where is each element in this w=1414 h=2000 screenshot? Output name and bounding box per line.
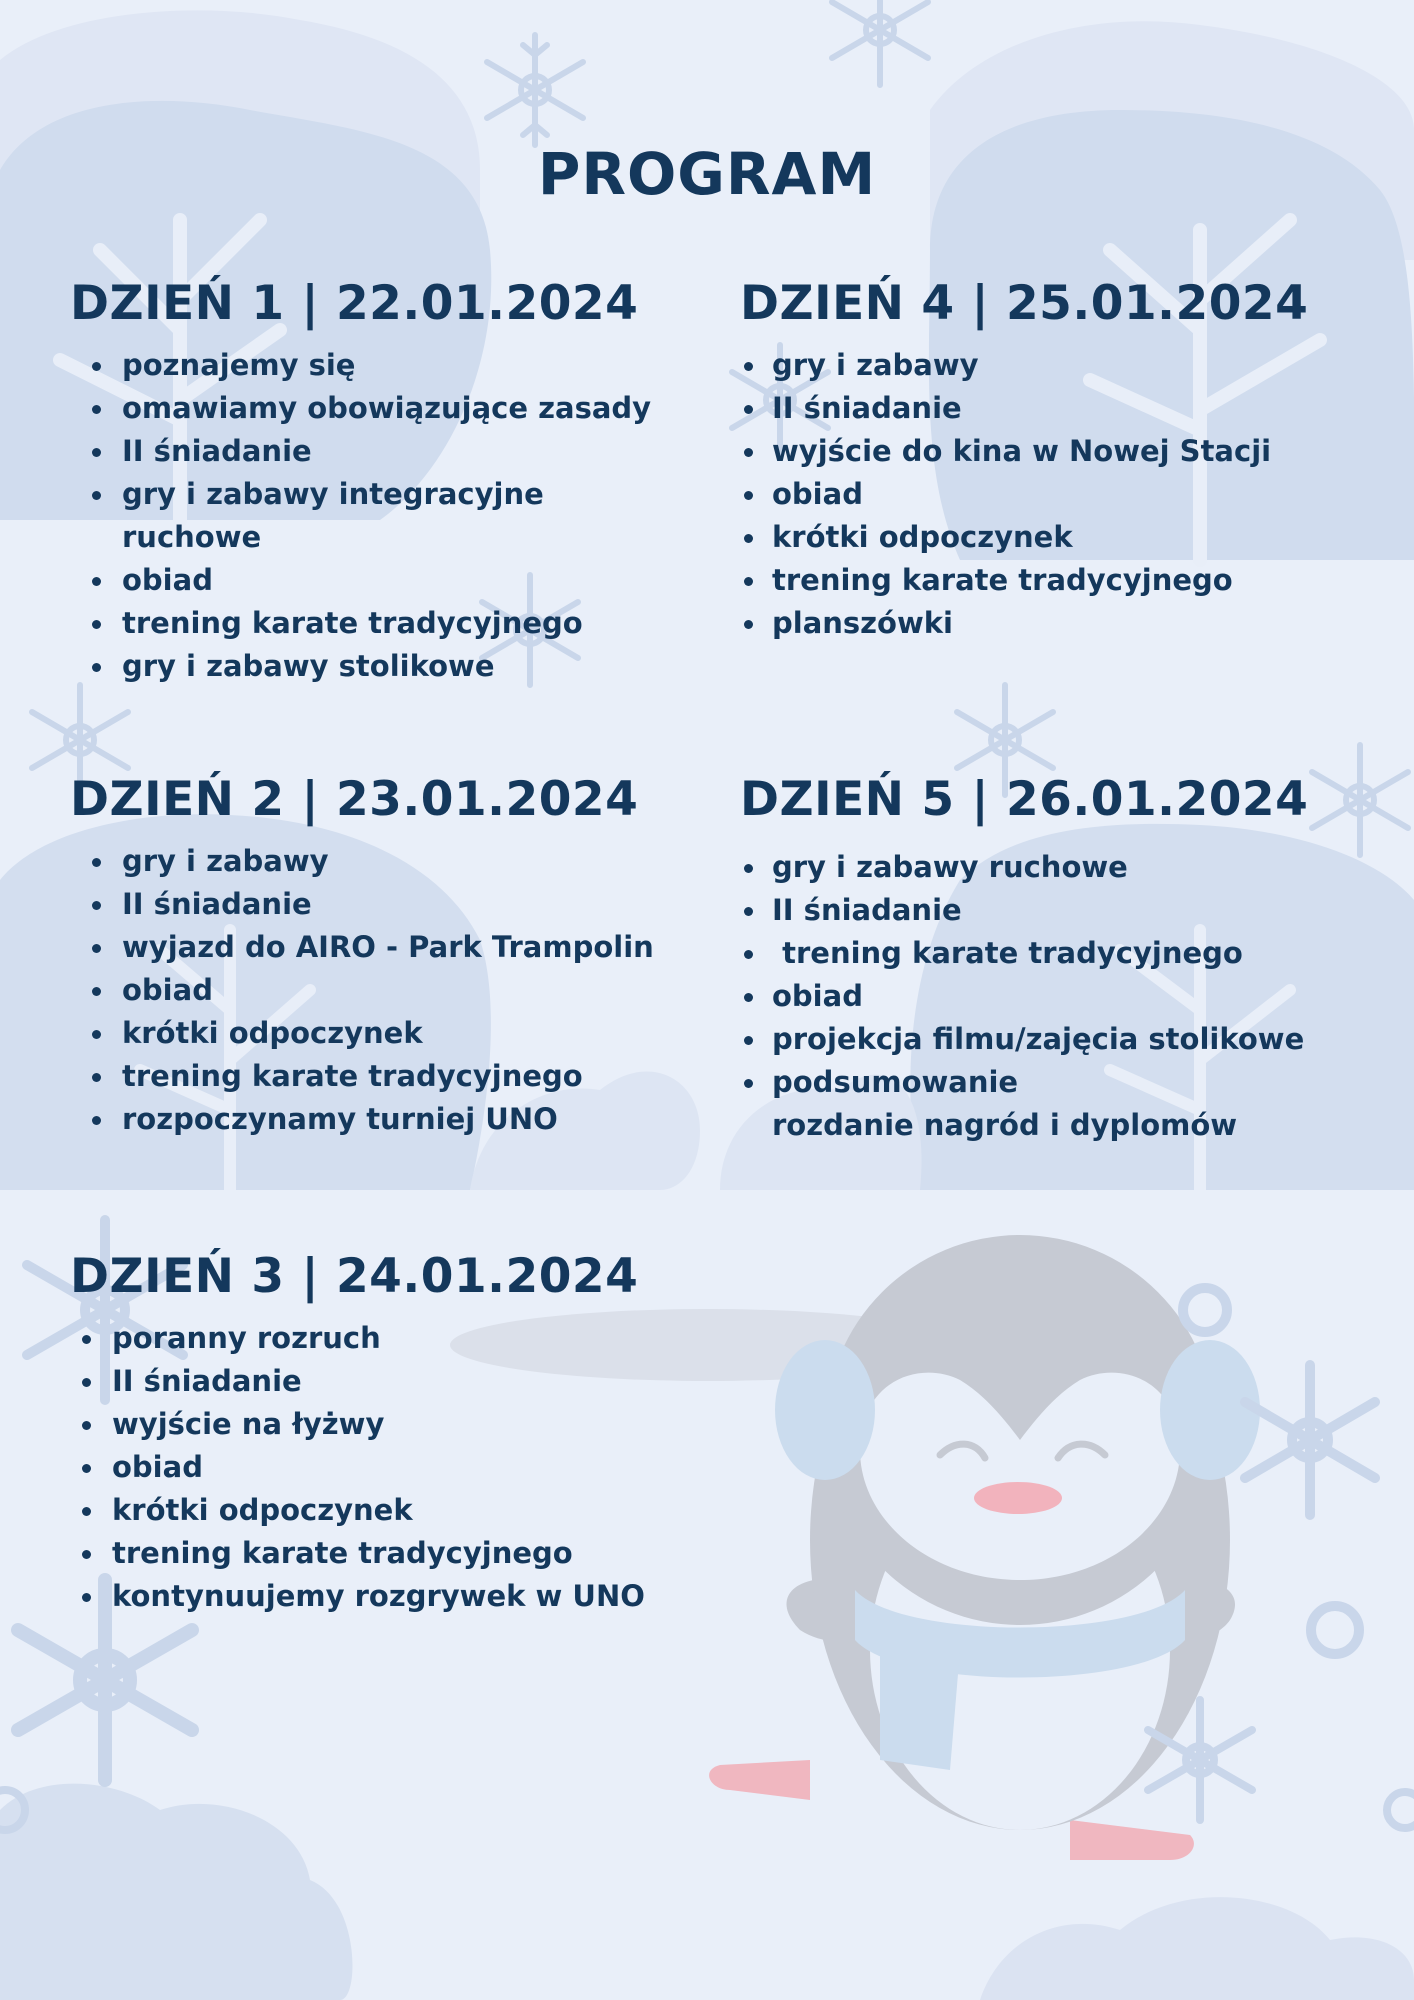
list-item (60, 1532, 710, 1575)
list-item-text: II śniadanie (772, 391, 962, 425)
day-2-section (70, 770, 710, 1141)
page-title: PROGRAM (537, 140, 877, 208)
list-item (740, 602, 1380, 645)
list-item-text: ruchowe (122, 520, 262, 554)
day-1-section (70, 274, 710, 688)
list-item-text: II śniadanie (112, 1364, 302, 1398)
day-heading: DZIEŃ 3 | 24.01.2024 (70, 1249, 639, 1304)
list-item (60, 1489, 710, 1532)
list-item (740, 430, 1380, 473)
list-item-text: obiad (772, 477, 863, 511)
activity-list (740, 344, 1380, 645)
day-heading: DZIEŃ 4 | 25.01.2024 (740, 276, 1309, 331)
list-item-text: obiad (112, 1450, 203, 1484)
list-item (740, 889, 1400, 932)
activity-list (60, 1317, 710, 1618)
list-item-text: wyjście do kina w Nowej Stacji (772, 434, 1272, 468)
list-item-text: trening karate tradycyjnego (122, 1059, 583, 1093)
list-item (70, 602, 710, 645)
list-item (70, 559, 710, 602)
list-item-continuation (70, 516, 710, 559)
day-heading: DZIEŃ 5 | 26.01.2024 (740, 772, 1309, 827)
list-item (70, 344, 710, 387)
list-item-text: II śniadanie (122, 434, 312, 468)
day-heading: DZIEŃ 2 | 23.01.2024 (70, 772, 639, 827)
list-item-text: rozdanie nagród i dyplomów (772, 1108, 1238, 1142)
day-heading: DZIEŃ 1 | 22.01.2024 (70, 276, 639, 331)
list-item (740, 559, 1380, 602)
list-item-text: obiad (122, 973, 213, 1007)
list-item-text: gry i zabawy integracyjne (122, 477, 544, 511)
list-item (740, 473, 1380, 516)
list-item-text: rozpoczynamy turniej UNO (122, 1102, 558, 1136)
list-item (70, 387, 710, 430)
day-4-section (740, 274, 1380, 645)
list-item-text: wyjazd do AIRO - Park Trampolin (122, 930, 654, 964)
list-item-text: gry i zabawy (772, 348, 979, 382)
list-item-text: podsumowanie (772, 1065, 1019, 1099)
list-item (70, 926, 710, 969)
list-item-text: gry i zabawy ruchowe (772, 850, 1128, 884)
day-5-section (740, 770, 1400, 1147)
activity-list (70, 840, 710, 1141)
list-item-text: poznajemy się (122, 348, 356, 382)
list-item-text: wyjście na łyżwy (112, 1407, 385, 1441)
list-item (60, 1317, 710, 1360)
list-item (70, 1098, 710, 1141)
list-item-continuation (740, 1104, 1400, 1147)
day-3-section (70, 1247, 710, 1618)
list-item-text: trening karate tradycyjnego (122, 606, 583, 640)
list-item (60, 1360, 710, 1403)
list-item (740, 1061, 1400, 1104)
list-item-text: gry i zabawy (122, 844, 329, 878)
list-item-text: gry i zabawy stolikowe (122, 649, 495, 683)
activity-list (70, 344, 710, 688)
list-item (740, 516, 1380, 559)
list-item-text: trening karate tradycyjnego (112, 1536, 573, 1570)
list-item-text: projekcja filmu/zajęcia stolikowe (772, 1022, 1305, 1056)
list-item-text: planszówki (772, 606, 953, 640)
list-item (70, 473, 710, 516)
list-item (70, 883, 710, 926)
list-item-text: obiad (772, 979, 863, 1013)
activity-list (740, 846, 1400, 1147)
list-item (70, 645, 710, 688)
list-item-text: poranny rozruch (112, 1321, 381, 1355)
list-item-text: II śniadanie (772, 893, 962, 927)
list-item (60, 1403, 710, 1446)
list-item-text: trening karate tradycyjnego (772, 936, 1243, 970)
list-item (740, 387, 1380, 430)
list-item-text: krótki odpoczynek (772, 520, 1073, 554)
list-item-text: kontynuujemy rozgrywek w UNO (112, 1579, 645, 1613)
list-item-text: obiad (122, 563, 213, 597)
list-item (740, 975, 1400, 1018)
list-item (70, 430, 710, 473)
list-item-text: krótki odpoczynek (112, 1493, 413, 1527)
list-item (60, 1446, 710, 1489)
list-item (70, 1012, 710, 1055)
list-item (740, 344, 1380, 387)
list-item (70, 1055, 710, 1098)
list-item (740, 1018, 1400, 1061)
list-item-text: II śniadanie (122, 887, 312, 921)
list-item (740, 846, 1400, 889)
list-item-text: trening karate tradycyjnego (772, 563, 1233, 597)
list-item (740, 932, 1400, 975)
list-item-text: krótki odpoczynek (122, 1016, 423, 1050)
list-item (70, 969, 710, 1012)
list-item (60, 1575, 710, 1618)
list-item (70, 840, 710, 883)
list-item-text: omawiamy obowiązujące zasady (122, 391, 652, 425)
